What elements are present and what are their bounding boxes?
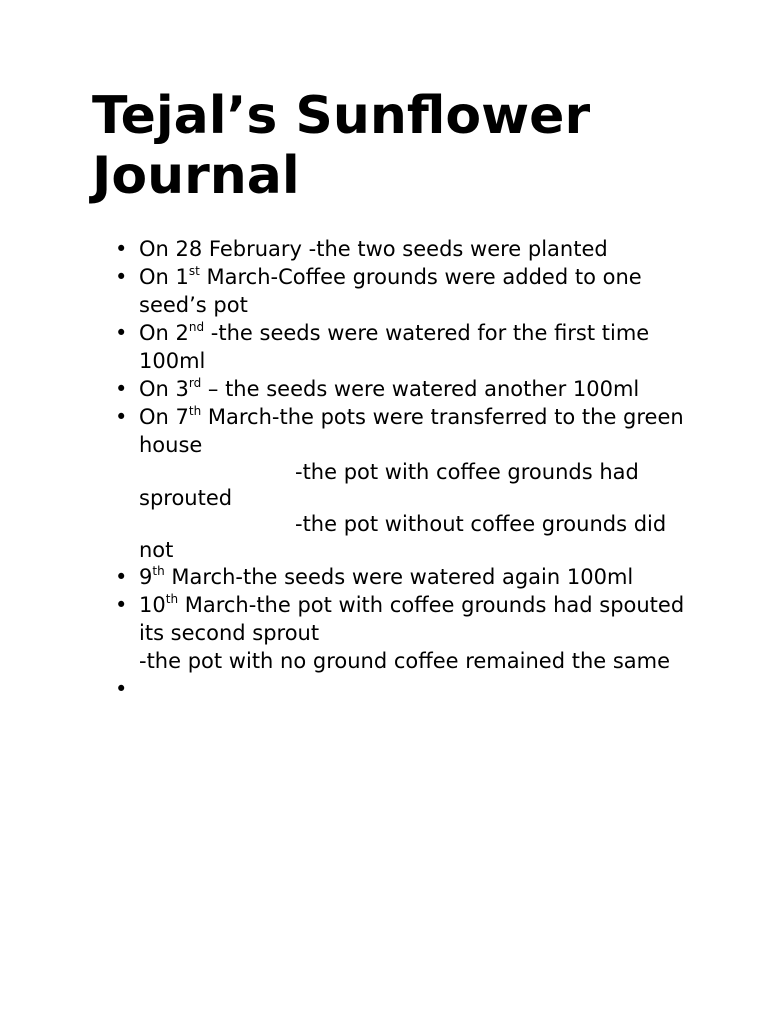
bullet-icon: • xyxy=(115,377,128,401)
entry-text: On 28 February -the two seeds were planted xyxy=(139,237,608,261)
entry-text-start: 10 xyxy=(139,593,166,617)
journal-entry-1 xyxy=(115,235,699,263)
journal-entry-4 xyxy=(115,375,699,403)
entry-sub-note: -the pot with no ground coffee remained the same xyxy=(139,649,671,673)
ordinal-suffix: th xyxy=(152,564,165,578)
ordinal-suffix: th xyxy=(165,592,179,606)
journal-entry-6 xyxy=(115,563,699,591)
entry-text-start: 9 xyxy=(139,565,153,589)
ordinal-suffix: st xyxy=(188,264,200,278)
entry-text xyxy=(139,677,146,701)
entry-text-rest: -the seeds were watered for the first time 100ml xyxy=(139,321,650,373)
entry-text-rest: March-Coffee grounds were added to one seed’s pot xyxy=(139,265,642,317)
entry-sub-note: -the pot with coffee grounds had sprouted xyxy=(139,460,639,510)
entry-text-start: On 1 xyxy=(139,265,189,289)
bullet-icon: • xyxy=(115,593,128,617)
entry-text-rest: March-the seeds were watered again 100ml xyxy=(164,565,634,589)
bullet-icon: • xyxy=(115,405,128,429)
journal-entry-empty xyxy=(115,675,699,703)
journal-title: Tejal’s Sunflower Journal xyxy=(92,86,591,206)
ordinal-suffix: nd xyxy=(188,320,205,334)
journal-entry-5 xyxy=(115,403,699,563)
bullet-icon: • xyxy=(115,677,128,701)
ordinal-suffix: rd xyxy=(188,376,202,390)
entry-text-start: On 3 xyxy=(139,377,189,401)
journal-entry-3 xyxy=(115,319,699,375)
entry-text-rest: – the seeds were watered another 100ml xyxy=(201,377,640,401)
ordinal-suffix: th xyxy=(188,404,202,418)
entry-text-rest: March-the pots were transferred to the green house xyxy=(139,405,684,457)
journal-entry-2 xyxy=(115,263,699,319)
bullet-icon: • xyxy=(115,265,128,289)
bullet-icon: • xyxy=(115,321,128,345)
bullet-icon: • xyxy=(115,237,128,261)
journal-entries xyxy=(115,235,699,703)
entry-text-start: On 7 xyxy=(139,405,189,429)
journal-entry-7 xyxy=(115,591,699,675)
entry-text-start: On 2 xyxy=(139,321,189,345)
entry-text-rest: March-the pot with coffee grounds had spouted its second sprout xyxy=(139,593,685,645)
bullet-icon: • xyxy=(115,565,128,589)
entry-sub-note: -the pot without coffee grounds did not xyxy=(139,512,667,562)
